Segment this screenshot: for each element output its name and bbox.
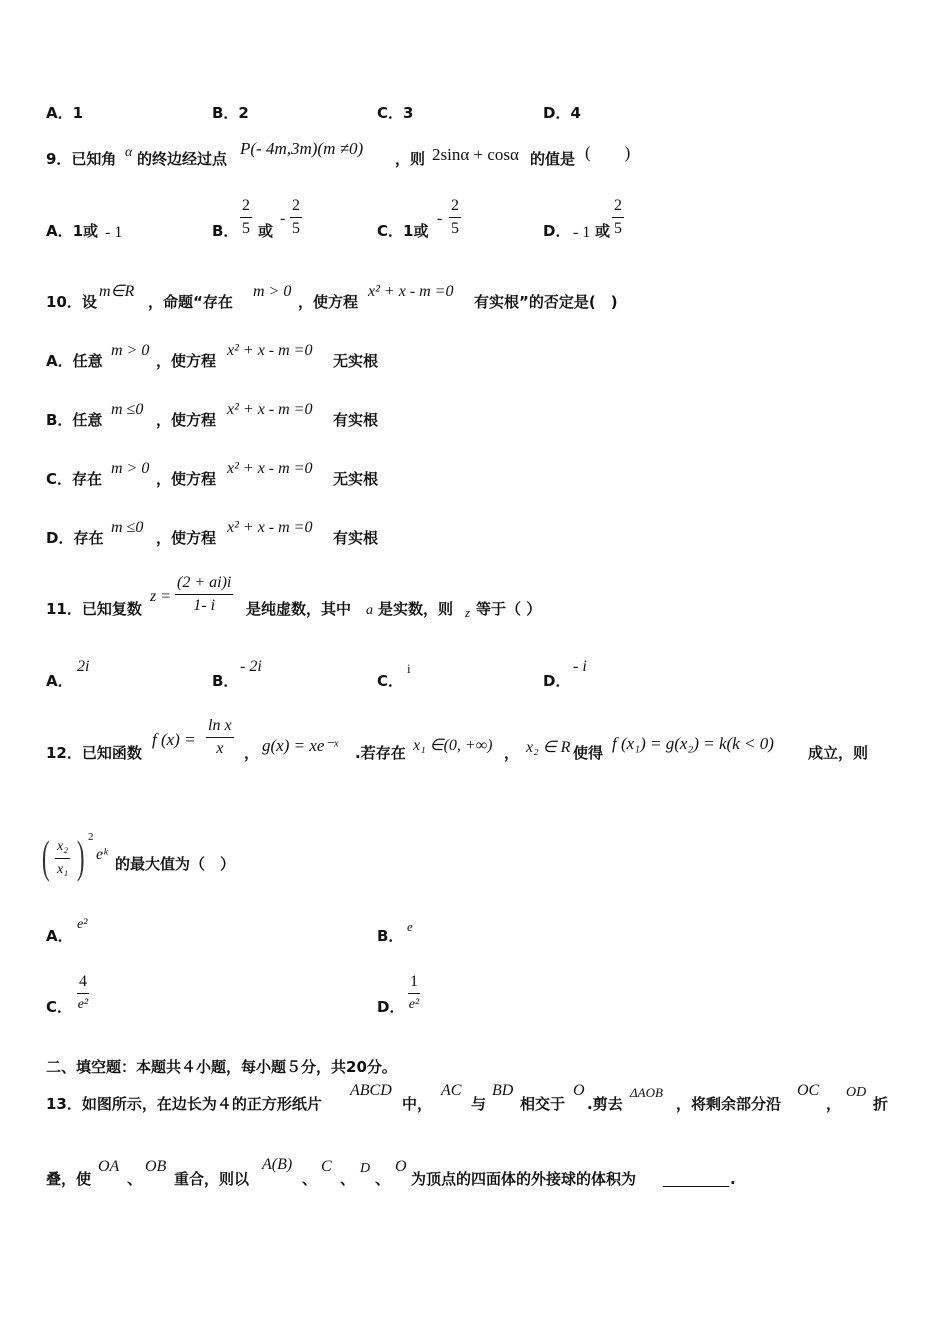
q10-stem-prefix: 10．设: [46, 293, 97, 311]
q12-right-paren: ): [76, 831, 85, 882]
q9-point: P(- 4m,3m)(m ≠0): [240, 139, 364, 158]
q13-d: D: [360, 1161, 371, 1176]
q9-stem-mid: 的终边经过点: [137, 150, 228, 168]
q13-dun-3: 、: [340, 1170, 356, 1188]
q10-stem-suffix: 有实根”的否定是( ): [474, 293, 618, 311]
q9-stem-suffix: 的值是: [530, 150, 576, 168]
q13-aob: ΔAOB: [630, 1085, 663, 1100]
q12-option-d-frac: $\frac{1}{\text{e²}}$: [408, 973, 420, 1012]
q10-option-a-cond: m > 0: [111, 342, 150, 359]
q10-option-a-tail: 无实根: [333, 352, 379, 370]
q10-option-b-tail: 有实根: [333, 411, 379, 429]
q13-ac: AC: [441, 1082, 462, 1099]
q9-option-b-frac1: $\frac{2}{5}$: [242, 197, 250, 237]
q13-o2: O: [395, 1158, 407, 1175]
q12-left-paren: (: [41, 831, 50, 882]
q9-option-d-or: 或: [595, 222, 611, 240]
q9-option-b-label: B．: [212, 222, 239, 240]
q13-zhong: 中，: [402, 1095, 433, 1113]
q11-a: a: [366, 603, 373, 618]
q10-option-c-eq: x² + x - m =0: [227, 460, 313, 477]
q9-option-a-label: A．1或: [46, 222, 99, 240]
q12-option-d-label: D．: [377, 998, 405, 1016]
q12-ratio-fraction: $\frac{\text{x₂}}{\text{x₁}}$: [57, 839, 69, 877]
q12-g-def: g(x) = xe⁻ˣ: [262, 736, 339, 755]
q13-xiangjiao: 相交于: [520, 1095, 566, 1113]
q13-abcd: ABCD: [350, 1082, 392, 1099]
q8-option-d: D．4: [543, 104, 581, 122]
q12-x2-domain: x₂ ∈ R: [526, 739, 571, 756]
q12-expr-power: 2: [88, 831, 94, 843]
q13-c: C: [321, 1158, 332, 1175]
q11-option-b-math: - 2i: [240, 658, 262, 675]
q12-expr-ek: eᵏ: [96, 846, 108, 863]
q9-option-b-or: 或: [258, 222, 274, 240]
q13-zhe: 折: [873, 1095, 889, 1113]
q10-option-d-eq: x² + x - m =0: [227, 519, 313, 536]
q9-option-c-frac: $\frac{2}{5}$: [451, 197, 459, 237]
q12-comma: ，: [244, 744, 260, 762]
q9-option-c-minus: -: [437, 210, 443, 227]
q13-stem-prefix: 13．如图所示，在边长为４的正方形纸片: [46, 1095, 322, 1113]
q11-option-a-math: 2i: [77, 658, 90, 675]
q13-bd: BD: [492, 1082, 514, 1099]
q10-stem-mid: ，命题“存在: [148, 293, 233, 311]
q8-option-b: B．2: [212, 104, 249, 122]
q13-ab: A(B): [262, 1156, 293, 1173]
q12-option-c-label: C．: [46, 998, 73, 1016]
q10-option-b-mid: ，使方程: [156, 411, 217, 429]
q9-option-a-math: - 1: [105, 224, 123, 241]
q9-option-b-minus: -: [280, 210, 286, 227]
q13-line2-prefix: 叠，使: [46, 1170, 92, 1188]
q11-option-d-math: - i: [573, 658, 587, 675]
q10-option-c-tail: 无实根: [333, 470, 379, 488]
q12-stem-mid: .若存在: [355, 744, 406, 762]
q13-answer-blank[interactable]: [663, 1172, 729, 1187]
q9-stem-prefix: 9．已知角: [46, 150, 117, 168]
q11-z: z: [465, 605, 471, 620]
q13-jianqu: .剪去: [587, 1095, 623, 1113]
q11-z-eq: z =: [150, 588, 172, 605]
q12-option-c-frac: $\frac{4}{\text{e²}}$: [77, 973, 89, 1012]
q13-o: O: [573, 1082, 585, 1099]
q12-comma2: ，: [504, 744, 520, 762]
q13-fold-text: ，将剩余部分沿: [676, 1095, 782, 1113]
q9-option-b-frac2: $\frac{2}{5}$: [292, 197, 300, 237]
q11-option-a-label: A．: [46, 672, 73, 690]
q10-option-c-mid: ，使方程: [156, 470, 217, 488]
q13-oa: OA: [98, 1158, 120, 1175]
q10-option-d-tail: 有实根: [333, 529, 379, 547]
q9-expr: 2sinα + cosα: [432, 145, 519, 164]
q13-dun-4: 、: [375, 1170, 391, 1188]
q11-stem-suffix: 等于（ ）: [476, 600, 542, 618]
q11-stem-mid2: 是实数，则: [378, 600, 454, 618]
q11-fraction: $\frac{(2 + ai)i}{1- i}$: [177, 574, 232, 614]
q13-ob: OB: [145, 1158, 167, 1175]
q11-stem-prefix: 11．已知复数: [46, 600, 142, 618]
q10-option-d-cond: m ≤0: [111, 519, 144, 536]
q12-x1-domain: x₁ ∈(0, +∞): [413, 737, 493, 754]
q12-f-fraction: $\frac{\text{ln x}}{x}$: [208, 717, 232, 757]
q10-option-b-eq: x² + x - m =0: [227, 401, 313, 418]
q10-option-a-label: A．任意: [46, 352, 103, 370]
q11-option-c-label: C．: [377, 672, 404, 690]
q9-stem-then: ，则: [395, 150, 426, 168]
q13-line2-suffix: 为顶点的四面体的外接球的体积为: [411, 1170, 637, 1188]
q10-option-d-label: D．存在: [46, 529, 104, 547]
q12-stem-prefix: 12．已知函数: [46, 744, 142, 762]
q13-dun-1: 、: [127, 1170, 143, 1188]
q10-option-b-cond: m ≤0: [111, 401, 144, 418]
q8-option-a: A．1: [46, 104, 84, 122]
q10-option-a-eq: x² + x - m =0: [227, 342, 313, 359]
q10-option-b-label: B．任意: [46, 411, 103, 429]
q12-f-lhs: f (x) =: [152, 730, 196, 749]
q13-end: .: [730, 1170, 736, 1188]
section-title: 二、填空题：本题共４小题，每小题５分，共20分。: [46, 1058, 397, 1076]
q13-oc: OC: [797, 1082, 820, 1099]
q9-alpha: α: [125, 145, 133, 160]
q10-equation: x² + x - m =0: [368, 283, 454, 300]
q8-option-c: C．3: [377, 104, 414, 122]
q12-line2-suffix: 的最大值为（ ）: [115, 855, 236, 873]
q11-stem-mid: 是纯虚数，其中: [246, 600, 352, 618]
q9-option-d-label: D．: [543, 222, 571, 240]
q12-option-b-label: B．: [377, 927, 404, 945]
q13-chonghe: 重合，则以: [174, 1170, 250, 1188]
q9-answer-paren: ( ): [585, 143, 631, 162]
q12-stem-suffix: 成立，则: [808, 744, 869, 762]
q9-option-c-label: C．1或: [377, 222, 429, 240]
q12-equation: f (x₁) = g(x₂) = k(k < 0): [612, 734, 774, 753]
q11-option-b-label: B．: [212, 672, 239, 690]
q11-option-d-label: D．: [543, 672, 571, 690]
q10-option-d-mid: ，使方程: [156, 529, 217, 547]
q10-set: m∈R: [99, 283, 135, 300]
q10-cond: m > 0: [253, 283, 292, 300]
q12-stem-mid2: 使得: [573, 744, 604, 762]
q10-option-c-label: C．存在: [46, 470, 103, 488]
q12-option-a-label: A．: [46, 927, 73, 945]
q9-option-d-frac: $\frac{2}{5}$: [614, 197, 622, 237]
q13-dun-2: 、: [302, 1170, 318, 1188]
q10-option-a-mid: ，使方程: [156, 352, 217, 370]
q13-od: OD: [846, 1085, 867, 1100]
q12-option-b-math: e: [407, 919, 413, 934]
q10-stem-mid2: ，使方程: [298, 293, 359, 311]
q13-yu: 与: [471, 1095, 487, 1113]
q12-option-a-math: e²: [77, 917, 88, 932]
q13-comma: ，: [826, 1095, 842, 1113]
q10-option-c-cond: m > 0: [111, 460, 150, 477]
q9-option-d-math: - 1: [573, 224, 591, 241]
q11-option-c-math: i: [407, 661, 411, 676]
